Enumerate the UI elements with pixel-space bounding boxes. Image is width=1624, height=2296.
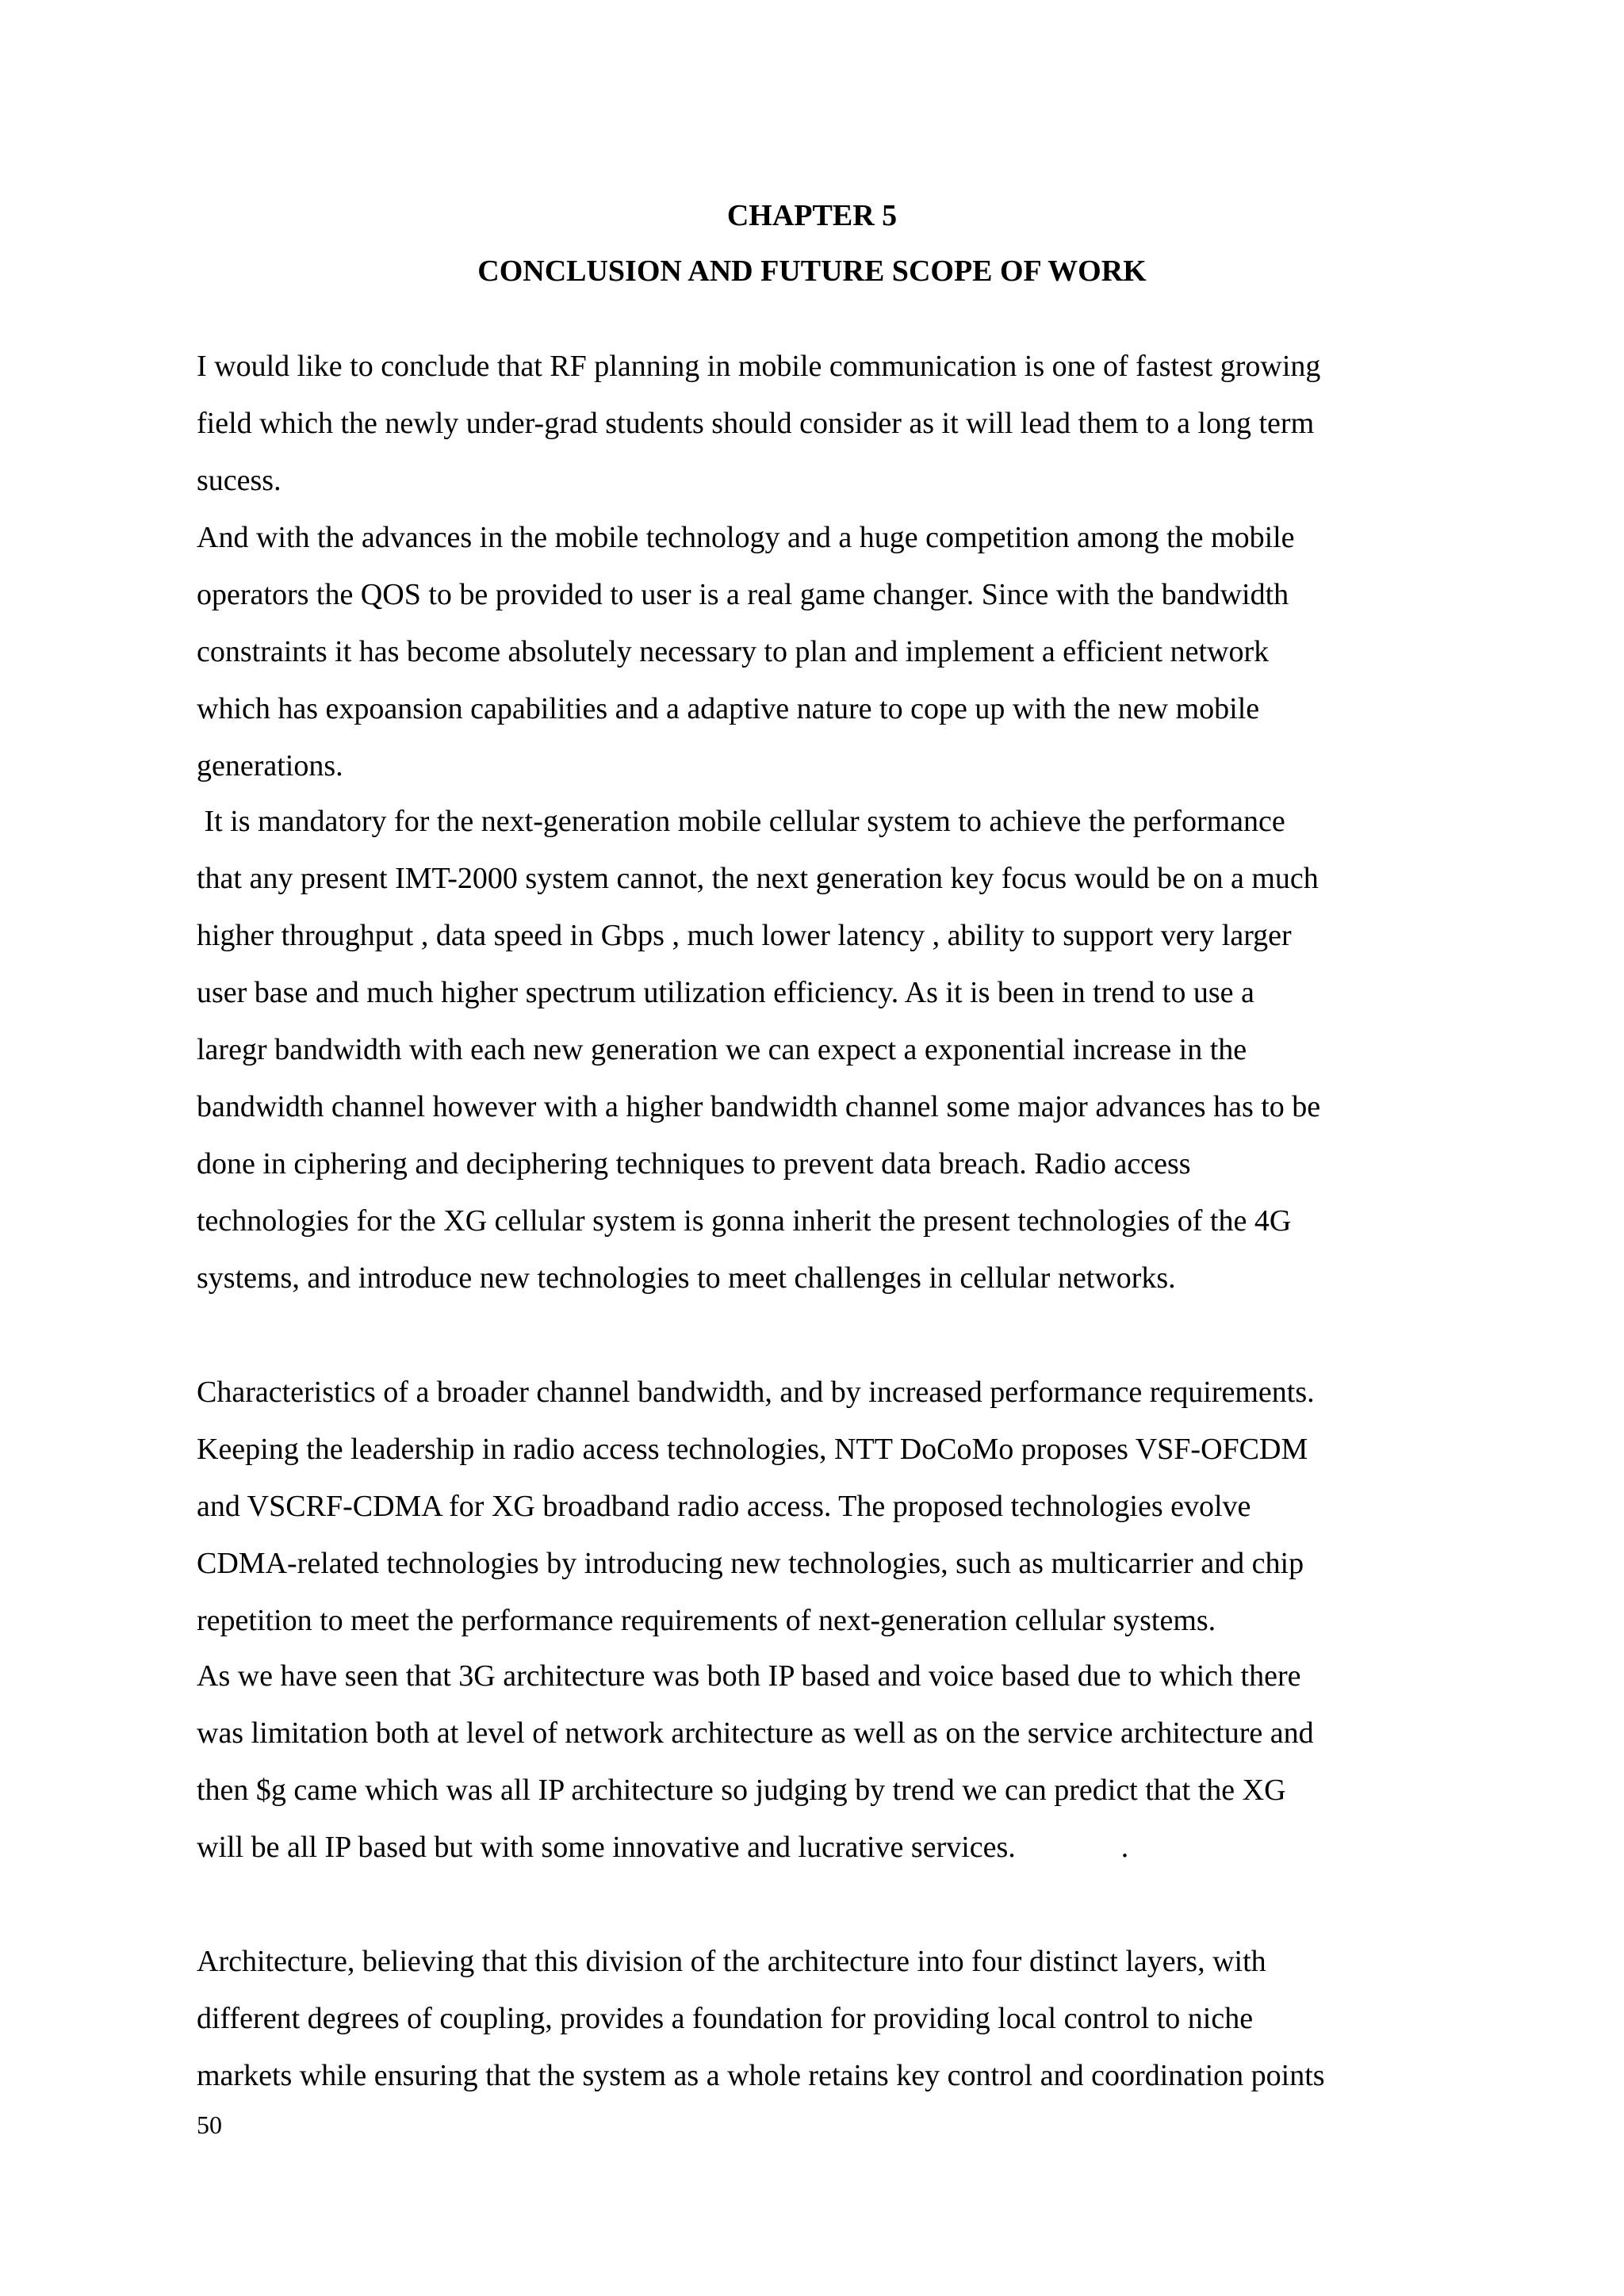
body-line: generations. (197, 749, 343, 783)
body-line: And with the advances in the mobile technology and a huge competition among the mobile (197, 521, 1295, 554)
body-line: As we have seen that 3G architecture was both IP based and voice based due to which there (197, 1659, 1301, 1693)
body-line: that any present IMT-2000 system cannot, the next generation key focus would be on a much (197, 862, 1319, 895)
body-line: higher throughput , data speed in Gbps , much lower latency , ability to support very larger (197, 919, 1292, 952)
body-line: was limitation both at level of network architecture as well as on the service architecture and (197, 1716, 1314, 1750)
body-line: which has expoansion capabilities and a adaptive nature to cope up with the new mobile (197, 692, 1260, 725)
body-line: user base and much higher spectrum utilization efficiency. As it is been in trend to use a (197, 976, 1254, 1009)
body-line: constraints it has become absolutely necessary to plan and implement a efficient network (197, 635, 1270, 668)
body-line: and VSCRF-CDMA for XG broadband radio access. The proposed technologies evolve (197, 1490, 1251, 1523)
body-line: then $g came which was all IP architecture so judging by trend we can predict that the XG (197, 1774, 1286, 1807)
body-line: systems, and introduce new technologies to meet challenges in cellular networks. (197, 1261, 1176, 1295)
body-line: sucess. (197, 464, 282, 497)
body-line: bandwidth channel however with a higher bandwidth channel some major advances has to be (197, 1090, 1321, 1123)
chapter-title: CONCLUSION AND FUTURE SCOPE OF WORK (477, 254, 1147, 288)
body-line: will be all IP based but with some innovative and lucrative services. . (197, 1831, 1129, 1864)
body-line: Architecture, believing that this division of the architecture into four distinct layers, with (197, 1945, 1266, 1978)
body-line: Characteristics of a broader channel bandwidth, and by increased performance requirements. (197, 1376, 1315, 1409)
body-line: I would like to conclude that RF planning in mobile communication is one of fastest growing (197, 350, 1321, 383)
body-line: CDMA-related technologies by introducing new technologies, such as multicarrier and chip (197, 1547, 1304, 1580)
chapter-number: CHAPTER 5 (726, 199, 898, 232)
body-line: It is mandatory for the next-generation mobile cellular system to achieve the performance (197, 805, 1285, 838)
body-line: different degrees of coupling, provides a foundation for providing local control to niche (197, 2002, 1254, 2035)
body-line: repetition to meet the performance requirements of next-generation cellular systems. (197, 1604, 1216, 1637)
body-line: markets while ensuring that the system as a whole retains key control and coordination points (197, 2059, 1325, 2092)
body-line: Keeping the leadership in radio access technologies, NTT DoCoMo proposes VSF-OFCDM (197, 1433, 1308, 1466)
body-line: technologies for the XG cellular system is gonna inherit the present technologies of the 4G (197, 1204, 1292, 1238)
body-line: laregr bandwidth with each new generation we can expect a exponential increase in the (197, 1033, 1247, 1066)
body-line: field which the newly under-grad students should consider as it will lead them to a long term (197, 407, 1315, 440)
body-line: operators the QOS to be provided to user is a real game changer. Since with the bandwidth (197, 578, 1289, 611)
body-line: done in ciphering and deciphering techniques to prevent data breach. Radio access (197, 1147, 1191, 1181)
page-number: 50 (197, 2110, 222, 2139)
